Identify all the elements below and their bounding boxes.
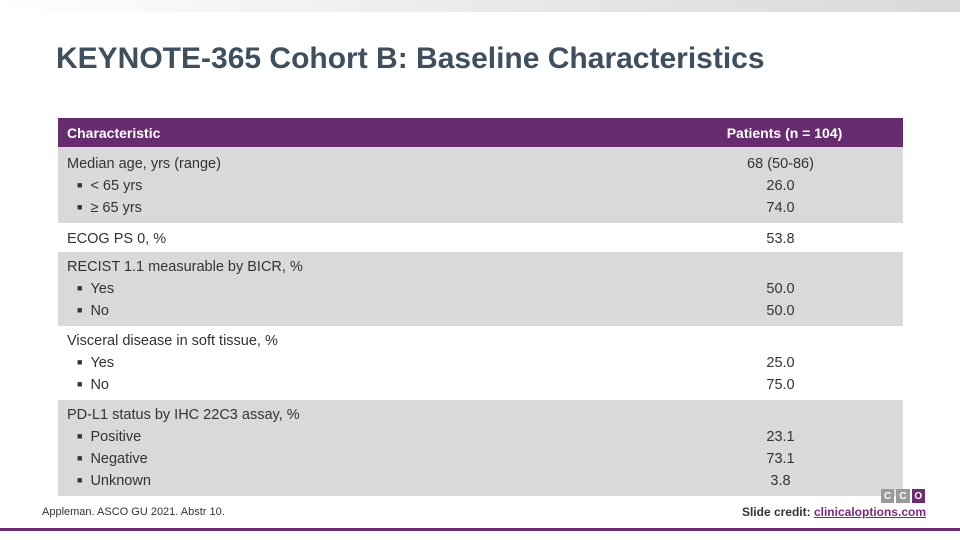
sub-value: 25.0 — [766, 355, 795, 371]
row-label: PD-L1 status by IHC 22C3 assay, % — [67, 407, 300, 423]
bullet-icon: ■ — [77, 202, 83, 212]
sub-item: ■ No — [67, 374, 658, 396]
table-row — [58, 400, 903, 496]
citation: Appleman. ASCO GU 2021. Abstr 10. — [42, 506, 225, 518]
slide-title: KEYNOTE-365 Cohort B: Baseline Characteristics — [56, 42, 765, 75]
bullet-icon: ■ — [77, 180, 83, 190]
bullet-icon: ■ — [77, 283, 83, 293]
sub-value: 74.0 — [766, 200, 795, 216]
row-value: 53.8 — [766, 231, 795, 247]
row-label: Median age, yrs (range) — [67, 156, 221, 172]
bullet-icon: ■ — [77, 305, 83, 315]
logo-letter: C — [896, 489, 909, 503]
table-header — [58, 118, 903, 147]
sub-value: 50.0 — [766, 303, 795, 319]
sub-value: 73.1 — [766, 451, 795, 467]
sub-value: 75.0 — [766, 377, 795, 393]
credit-label: Slide credit: — [741, 505, 811, 519]
header-patients: Patients (n = 104) — [726, 124, 843, 141]
row-label: ECOG PS 0, % — [67, 231, 167, 247]
row-label: Visceral disease in soft tissue, % — [67, 333, 278, 349]
sub-item: ■ Yes — [67, 278, 658, 300]
sub-value: 50.0 — [766, 281, 795, 297]
bullet-icon: ■ — [77, 379, 83, 389]
top-gradient-band — [0, 0, 960, 12]
sub-item: ■ < 65 yrs — [67, 175, 658, 197]
bullet-icon: ■ — [77, 357, 83, 367]
bullet-icon: ■ — [77, 453, 83, 463]
sub-value: 23.1 — [766, 429, 795, 445]
sub-item: ■ Unknown — [67, 470, 658, 492]
sub-item: ■ No — [67, 300, 658, 322]
sub-item: ■ Negative — [67, 448, 658, 470]
sub-item: ■ Yes — [67, 352, 658, 374]
table-row — [58, 223, 903, 252]
header-characteristic: Characteristic — [67, 124, 161, 141]
row-label: RECIST 1.1 measurable by BICR, % — [67, 259, 303, 275]
table-row — [58, 326, 903, 400]
bullet-icon: ■ — [77, 431, 83, 441]
logo-letter: O — [912, 489, 925, 503]
logo-letter: C — [881, 489, 894, 503]
sub-value: 26.0 — [766, 178, 795, 194]
slide-credit — [742, 505, 926, 519]
credit-link[interactable]: clinicaloptions.com — [813, 505, 926, 519]
baseline-table — [58, 118, 903, 496]
table-row — [58, 147, 903, 223]
row-value: 68 (50-86) — [747, 156, 814, 172]
bullet-icon: ■ — [77, 475, 83, 485]
sub-item: ■ Positive — [67, 426, 658, 448]
sub-value: 3.8 — [770, 473, 791, 489]
cco-logo — [881, 489, 925, 503]
sub-item: ■ ≥ 65 yrs — [67, 197, 658, 219]
bottom-rule — [0, 528, 960, 531]
table-row — [58, 252, 903, 326]
